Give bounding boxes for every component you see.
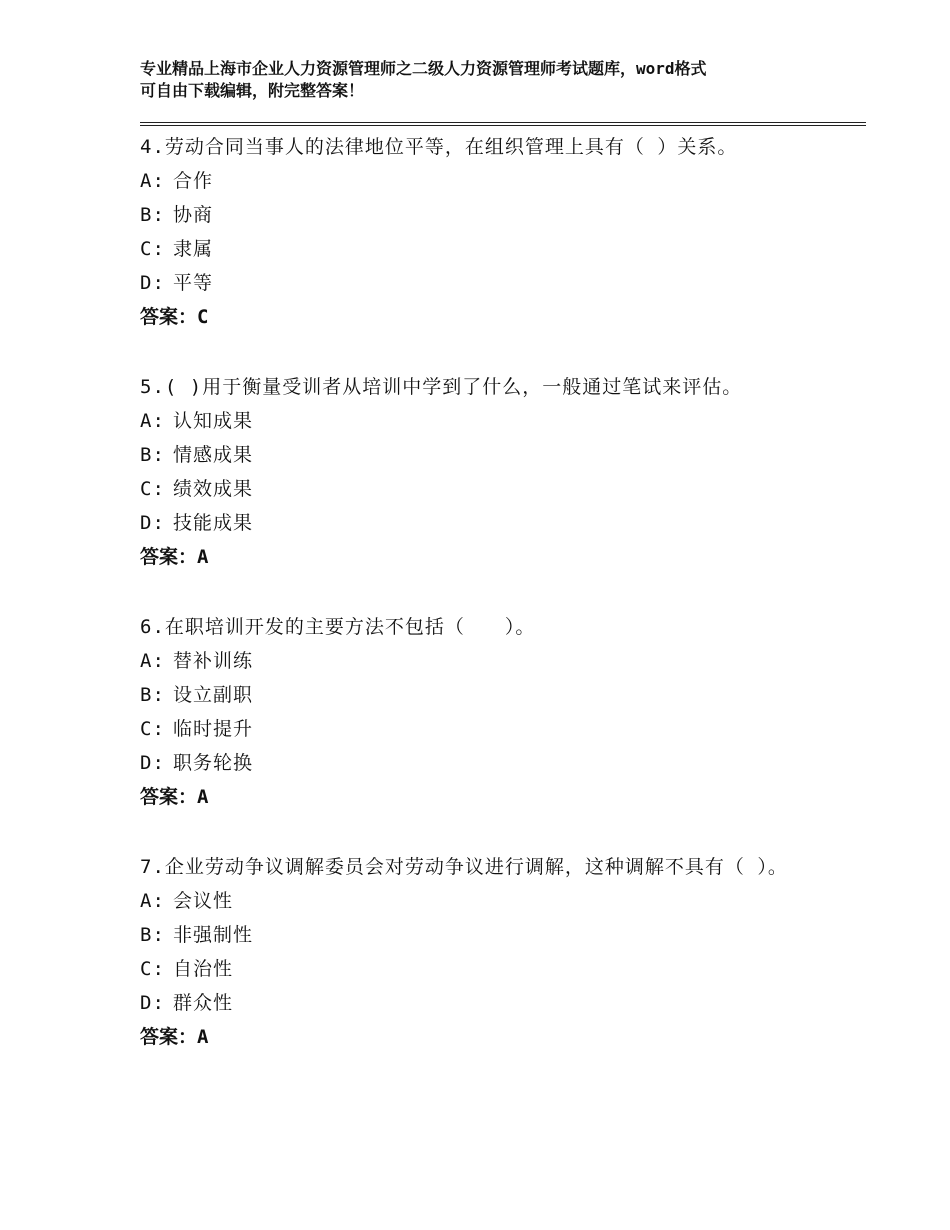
question-item [140, 370, 866, 574]
option-a [140, 164, 866, 198]
header-divider-top [140, 122, 866, 123]
option-label: D: [140, 272, 165, 294]
option-label: A: [140, 890, 165, 912]
option-label: B: [140, 924, 165, 946]
answer-key: 答案：A [140, 1026, 209, 1048]
option-text: 平等 [173, 272, 214, 294]
option-text: 自治性 [173, 958, 234, 980]
question-text: 4.劳动合同当事人的法律地位平等，在组织管理上具有（ ）关系。 [140, 136, 738, 158]
option-label: A: [140, 650, 165, 672]
option-a [140, 404, 866, 438]
option-text: 职务轮换 [173, 752, 254, 774]
option-label: D: [140, 512, 165, 534]
option-b [140, 438, 866, 472]
option-label: A: [140, 170, 165, 192]
option-label: D: [140, 992, 165, 1014]
question-list [140, 130, 866, 1090]
option-text: 技能成果 [173, 512, 254, 534]
option-c [140, 712, 866, 746]
question-text: 5.( )用于衡量受训者从培训中学到了什么，一般通过笔试来评估。 [140, 376, 743, 398]
option-c [140, 952, 866, 986]
answer-key: 答案：A [140, 546, 209, 568]
option-label: C: [140, 958, 165, 980]
option-text: 非强制性 [173, 924, 254, 946]
header-divider-bottom [140, 125, 866, 126]
option-b [140, 198, 866, 232]
document-header [140, 58, 840, 102]
header-line-2: 可自由下载编辑，附完整答案！ [140, 81, 365, 100]
option-d [140, 746, 866, 780]
option-label: B: [140, 204, 165, 226]
option-c [140, 472, 866, 506]
option-b [140, 918, 866, 952]
option-text: 情感成果 [173, 444, 254, 466]
option-text: 认知成果 [173, 410, 254, 432]
option-text: 绩效成果 [173, 478, 254, 500]
question-item [140, 130, 866, 334]
question-text: 6.在职培训开发的主要方法不包括（ ）。 [140, 616, 536, 638]
option-a [140, 644, 866, 678]
option-label: C: [140, 238, 165, 260]
option-label: C: [140, 478, 165, 500]
option-text: 协商 [173, 204, 214, 226]
option-label: D: [140, 752, 165, 774]
header-line-1: 专业精品上海市企业人力资源管理师之二级人力资源管理师考试题库，word格式 [140, 59, 707, 78]
option-text: 临时提升 [173, 718, 254, 740]
option-text: 会议性 [173, 890, 234, 912]
answer-key: 答案：C [140, 306, 209, 328]
option-c [140, 232, 866, 266]
option-text: 替补训练 [173, 650, 254, 672]
option-text: 设立副职 [173, 684, 254, 706]
answer-key: 答案：A [140, 786, 209, 808]
option-label: C: [140, 718, 165, 740]
option-label: A: [140, 410, 165, 432]
option-a [140, 884, 866, 918]
option-text: 群众性 [173, 992, 234, 1014]
option-d [140, 986, 866, 1020]
option-label: B: [140, 684, 165, 706]
option-b [140, 678, 866, 712]
option-text: 隶属 [173, 238, 214, 260]
question-item [140, 850, 866, 1054]
question-item [140, 610, 866, 814]
option-d [140, 266, 866, 300]
option-text: 合作 [173, 170, 214, 192]
option-label: B: [140, 444, 165, 466]
option-d [140, 506, 866, 540]
question-text: 7.企业劳动争议调解委员会对劳动争议进行调解，这种调解不具有（ ）。 [140, 856, 788, 878]
